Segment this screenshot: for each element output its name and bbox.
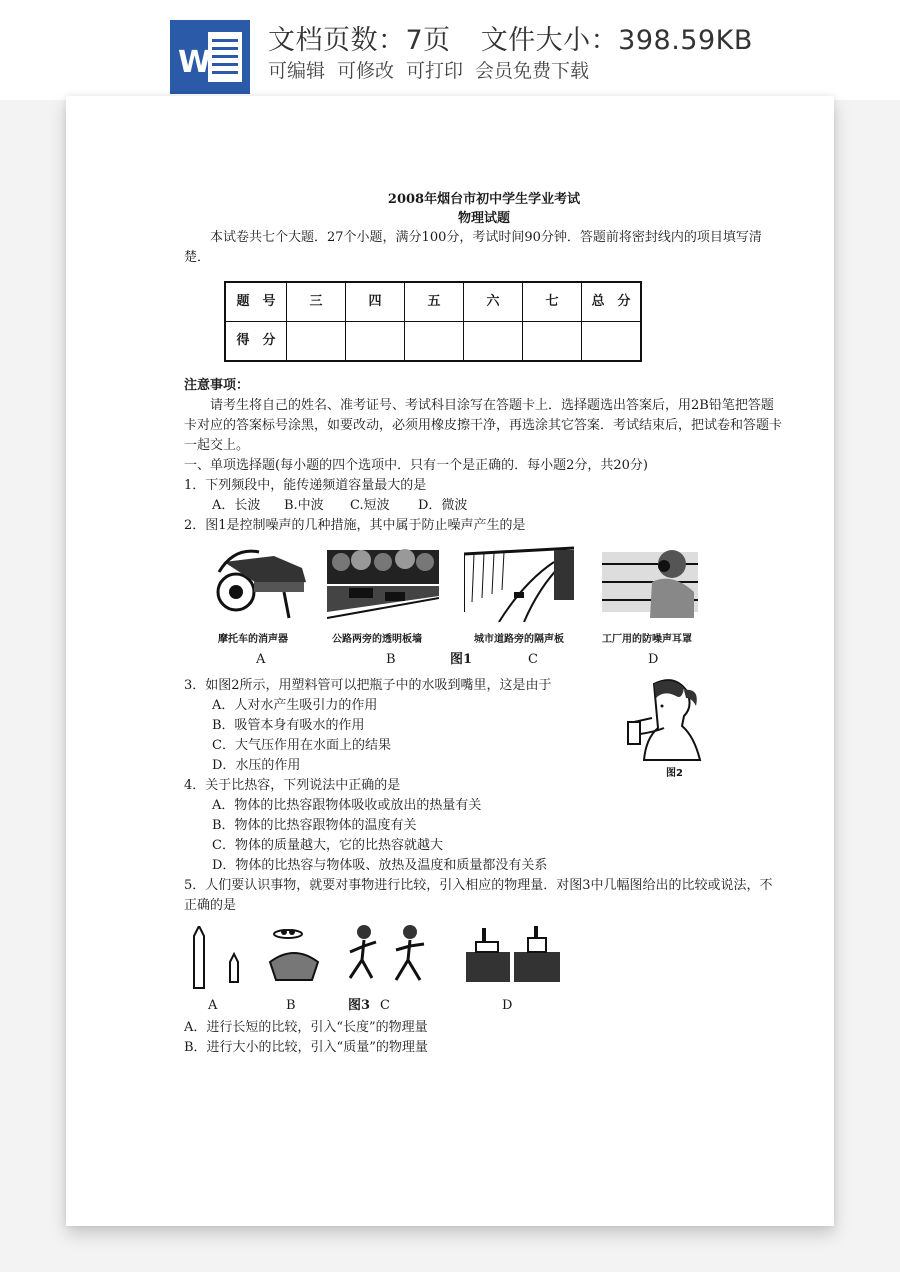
file-size: 文件大小：398.59KB	[480, 25, 753, 56]
score-header-cell: 四	[346, 282, 405, 322]
option-a: A．物体的比热容跟物体吸收或放出的热量有关	[212, 798, 482, 813]
figure-1	[184, 542, 784, 676]
feature-modifiable: 可修改	[337, 60, 395, 82]
svg-text:W: W	[178, 45, 212, 80]
score-cell	[523, 322, 582, 362]
file-info-title	[268, 18, 753, 57]
question-3-stem: 3．如图2所示，用塑料管可以把瓶子中的水吸到嘴里，这是由于	[184, 678, 552, 693]
option-c: C．大气压作用在水面上的结果	[212, 738, 391, 753]
city-sound-barrier-illustration	[464, 542, 574, 622]
question-2-stem: 2．图1是控制噪声的几种措施，其中属于防止噪声产生的是	[184, 518, 526, 533]
figure-1-caption-a: 摩托车的消声器	[218, 634, 288, 645]
score-cell	[582, 322, 642, 362]
score-header-cell: 题 号	[225, 282, 287, 322]
figure-3-letter-c: C	[380, 998, 390, 1013]
fruit-basket-illustration	[264, 926, 324, 986]
notice-title: 注意事项：	[184, 378, 250, 393]
feature-list	[268, 56, 601, 83]
figure-3-label: 图3	[348, 998, 371, 1013]
question-5-option-a: A．进行长短的比较，引入“长度”的物理量	[184, 1020, 428, 1035]
option-b: B．吸管本身有吸水的作用	[212, 718, 365, 733]
figure-2-label: 图2	[666, 768, 683, 779]
exam-title: 2008年烟台市初中学生学业考试	[387, 192, 581, 207]
option-d: D．物体的比热容与物体吸、放热及温度和质量都没有关系	[212, 858, 548, 873]
download-banner	[0, 0, 900, 100]
score-row-label: 得 分	[225, 322, 287, 362]
figure-1-caption-d: 工厂用的防噪声耳罩	[602, 634, 692, 645]
score-cell	[287, 322, 346, 362]
question-5-option-b: B．进行大小的比较，引入“质量”的物理量	[184, 1040, 428, 1055]
score-cell	[346, 322, 405, 362]
page-count: 文档页数：7页	[268, 25, 451, 56]
score-cell	[405, 322, 464, 362]
figure-1-letter-c: C	[528, 652, 538, 667]
score-header-row	[225, 282, 641, 322]
transparent-road-wall-illustration	[327, 542, 439, 620]
option-d: D．水压的作用	[212, 758, 301, 773]
score-header-cell: 总 分	[582, 282, 642, 322]
pencils-illustration	[190, 926, 240, 992]
word-document-icon	[170, 20, 250, 94]
section-1-heading: 一、单项选择题(每小题的四个选项中．只有一个是正确的．每小题2分，共20分)	[184, 458, 648, 473]
exam-subtitle: 物理试题	[457, 211, 510, 226]
option-a: A．人对水产生吸引力的作用	[212, 698, 378, 713]
option-b: B．物体的比热容跟物体的温度有关	[212, 818, 417, 833]
feature-editable: 可编辑	[268, 60, 326, 82]
score-cell	[464, 322, 523, 362]
document-page	[66, 96, 834, 1226]
motorcycle-muffler-illustration	[214, 542, 314, 620]
figure-1-caption-c: 城市道路旁的隔声板	[474, 634, 564, 645]
question-5-stem: 5．人们要认识事物，就要对事物进行比较，引入相应的物理量．对图3中几幅图给出的比较或说法，不正确的是	[184, 878, 773, 913]
figure-1-label: 图1	[450, 652, 473, 667]
figure-3-letter-b: B	[286, 998, 296, 1013]
pressure-blocks-illustration	[466, 922, 562, 984]
question-4-stem: 4．关于比热容，下列说法中正确的是	[184, 778, 401, 793]
question-1-options	[184, 496, 784, 516]
figure-1-caption-b: 公路两旁的透明板墙	[332, 634, 422, 645]
option-d: D．微波	[418, 498, 468, 513]
feature-member-download: 会员免费下载	[475, 60, 590, 82]
exam-intro: 本试卷共七个大题．27个小题，满分100分，考试时间90分钟．答题前将密封线内的项目填写清楚．	[184, 230, 762, 265]
question-1-stem: 1．下列频段中，能传递频道容量最大的是	[184, 478, 427, 493]
score-header-cell: 七	[523, 282, 582, 322]
score-header-cell: 三	[287, 282, 346, 322]
factory-ear-muffs-illustration	[602, 542, 698, 622]
option-c: C．物体的质量越大，它的比热容就越大	[212, 838, 443, 853]
score-value-row	[225, 322, 641, 362]
figure-1-letter-b: B	[386, 652, 396, 667]
option-b: B.中波	[284, 498, 324, 513]
figure-3-letter-a: A	[208, 998, 218, 1013]
notice-text: 请考生将自己的姓名、准考证号、考试科目涂写在答题卡上．选择题选出答案后，用2B铅笔把答题卡对应的答案标号涂黑，如要改动，必须用橡皮擦干净，再选涂其它答案．考试结束后，把试卷和答题卡一起交上。	[184, 398, 783, 453]
score-table	[224, 281, 642, 362]
feature-printable: 可打印	[406, 60, 464, 82]
running-children-illustration	[344, 922, 440, 988]
figure-1-letter-a: A	[256, 652, 266, 667]
option-c: C.短波	[350, 498, 390, 513]
question-3	[184, 676, 784, 779]
girl-drinking-straw-illustration	[624, 676, 704, 769]
figure-3	[184, 922, 784, 1018]
figure-1-letter-d: D	[648, 652, 659, 667]
score-header-cell: 六	[464, 282, 523, 322]
option-a: A．长波	[212, 498, 261, 513]
exam-content	[184, 190, 784, 1058]
figure-3-letter-d: D	[502, 998, 513, 1013]
score-header-cell: 五	[405, 282, 464, 322]
